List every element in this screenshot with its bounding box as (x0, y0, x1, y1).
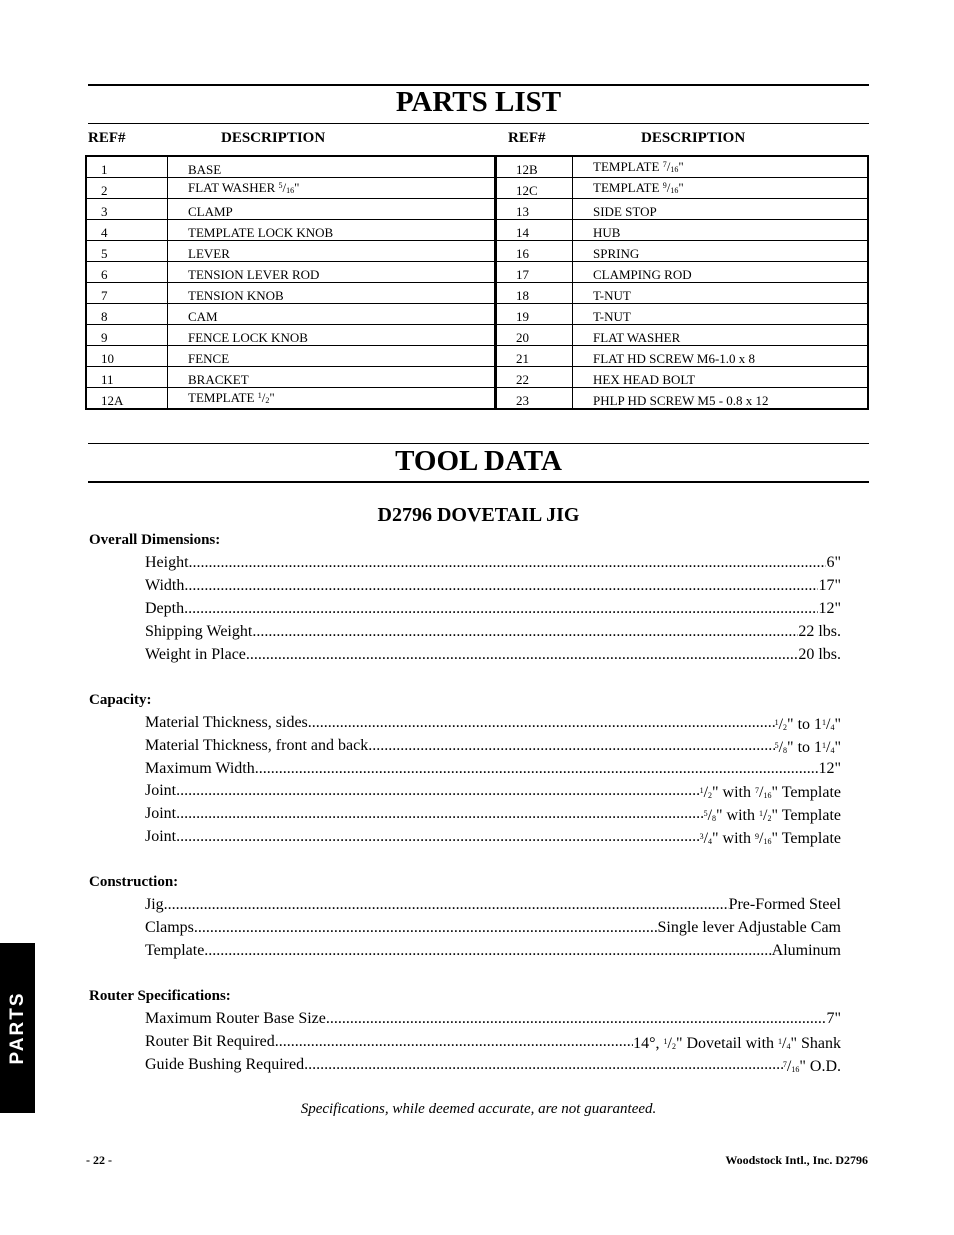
spec-row (145, 917, 841, 939)
part-description: FLAT WASHER (573, 325, 869, 346)
fraction-numerator: 1 (778, 1036, 783, 1046)
part-ref: 11 (86, 367, 168, 388)
parts-row (495, 156, 868, 178)
spec-label: Width (145, 577, 185, 594)
spec-label: Joint (145, 805, 177, 823)
fraction-numerator: 1 (257, 391, 262, 400)
fraction-denominator: 16 (286, 186, 295, 195)
parts-row (86, 241, 496, 262)
spec-value: 20 lbs. (798, 646, 841, 663)
part-description: HUB (573, 220, 869, 241)
part-description: T-NUT (573, 283, 869, 304)
construction-heading: Construction: (89, 874, 179, 890)
part-description: SIDE STOP (573, 199, 869, 220)
part-ref: 6 (86, 262, 168, 283)
spec-value: $^1/_2$" to $1^1/_4$" (774, 716, 841, 733)
spec-value: $^3/_4$" with $^9/_{16}$" Template (699, 830, 841, 847)
spec-label: Clamps (145, 918, 194, 936)
spec-value: $^1/_2$" with $^7/_{16}$" Template (699, 784, 841, 802)
parts-row (495, 304, 868, 325)
fraction-numerator: 5 (703, 809, 708, 819)
spec-label: Maximum Width (145, 759, 255, 777)
fraction-denominator: 2 (708, 791, 713, 801)
fraction-numerator: 7 (782, 1059, 787, 1069)
spec-value: Pre-Formed Steel (728, 896, 841, 913)
dot-leader (164, 894, 729, 916)
spec-label: Material Thickness, front and back (145, 736, 369, 754)
dot-leader (304, 1054, 783, 1076)
dot-leader (246, 644, 798, 666)
part-description: FLAT HD SCREW M6-1.0 x 8 (573, 346, 869, 367)
spec-row (145, 552, 841, 574)
part-description: CLAMP (168, 199, 497, 220)
spec-row (145, 780, 841, 802)
fraction-numerator: 1 (759, 809, 763, 819)
fraction-denominator: 16 (670, 186, 679, 195)
dot-leader (176, 826, 699, 848)
parts-row (86, 304, 496, 325)
dot-leader (194, 917, 658, 939)
spec-value: $^7/_{16}$" O.D. (782, 1057, 841, 1075)
part-ref: 16 (495, 241, 573, 262)
spec-value: 17" (818, 577, 841, 594)
spec-row (145, 712, 841, 734)
part-ref: 12A (86, 388, 168, 410)
spec-value: 12" (818, 600, 841, 617)
parts-row (495, 346, 868, 367)
part-ref: 1 (86, 156, 168, 178)
parts-row (86, 262, 496, 283)
parts-table-left (85, 155, 497, 410)
parts-row (495, 241, 868, 262)
fraction-numerator: 5 (278, 181, 283, 190)
parts-row (86, 346, 496, 367)
parts-title-rule (88, 123, 869, 124)
fraction-denominator: 4 (830, 745, 835, 755)
parts-row (495, 325, 868, 346)
spec-row (145, 1031, 841, 1053)
fraction-denominator: 8 (783, 745, 788, 755)
col-desc-left: DESCRIPTION (221, 130, 326, 146)
parts-row (495, 199, 868, 220)
page-number: - 22 - (86, 1153, 112, 1167)
parts-row (86, 220, 496, 241)
spec-row (145, 735, 841, 757)
part-ref: 23 (495, 388, 573, 410)
tool-data-bottom-rule (88, 481, 869, 483)
spec-label: Material Thickness, sides (145, 714, 308, 731)
spec-label: Height (145, 554, 189, 571)
spec-row (145, 621, 841, 643)
spec-row (145, 1054, 841, 1076)
part-description: FLAT WASHER $^5/_{16}$" (168, 178, 497, 199)
dot-leader (252, 621, 798, 643)
spec-label: Jig (145, 896, 164, 913)
part-ref: 5 (86, 241, 168, 262)
fraction-numerator: 7 (755, 786, 759, 796)
part-description: CLAMPING ROD (573, 262, 869, 283)
fraction-denominator: 2 (767, 814, 772, 824)
part-description: TENSION KNOB (168, 283, 497, 304)
fraction-denominator: 2 (265, 396, 270, 405)
spec-value: 22 lbs. (798, 623, 841, 640)
part-description: LEVER (168, 241, 497, 262)
disclaimer-note: Specifications, while deemed accurate, are not guaranteed. (300, 1101, 657, 1117)
parts-row (495, 283, 868, 304)
part-description: FENCE (168, 346, 497, 367)
spec-row (145, 1008, 841, 1030)
part-description: TENSION LEVER ROD (168, 262, 497, 283)
parts-row (495, 262, 868, 283)
tool-data-title: TOOL DATA (395, 445, 562, 477)
parts-row (495, 367, 868, 388)
tool-data-subtitle: D2796 DOVETAIL JIG (377, 504, 580, 526)
part-ref: 22 (495, 367, 573, 388)
part-description: CAM (168, 304, 497, 325)
part-ref: 19 (495, 304, 573, 325)
part-ref: 4 (86, 220, 168, 241)
fraction-numerator: 3 (699, 832, 704, 841)
parts-row (495, 388, 868, 410)
fraction-denominator: 16 (763, 791, 772, 801)
dot-leader (184, 598, 818, 620)
fraction-denominator: 4 (708, 837, 713, 846)
part-ref: 17 (495, 262, 573, 283)
parts-row (86, 388, 496, 410)
side-tab-label: PARTS (6, 991, 28, 1065)
parts-row (86, 178, 496, 199)
tool-data-top-rule (88, 443, 869, 444)
spec-label: Joint (145, 828, 177, 845)
router-specifications-heading: Router Specifications: (89, 988, 231, 1004)
spec-row (145, 644, 841, 666)
parts-row (86, 325, 496, 346)
fraction-numerator: 1 (663, 1036, 668, 1046)
fraction-numerator: 1 (822, 740, 827, 750)
part-description: TEMPLATE LOCK KNOB (168, 220, 497, 241)
part-ref: 7 (86, 283, 168, 304)
part-ref: 21 (495, 346, 573, 367)
spec-value: 14°, $^1/_2$" Dovetail with $^1/_4$" Shank (633, 1034, 841, 1052)
dot-leader (368, 735, 774, 757)
footer-company: Woodstock Intl., Inc. D2796 (725, 1153, 868, 1167)
part-ref: 18 (495, 283, 573, 304)
parts-row (86, 283, 496, 304)
col-ref-left: REF# (88, 130, 126, 146)
overall-dimensions-heading: Overall Dimensions: (89, 532, 221, 548)
dot-leader (308, 712, 775, 734)
part-description: TEMPLATE $^9/_{16}$" (573, 178, 869, 199)
spec-row (145, 758, 841, 780)
spec-label: Template (145, 941, 205, 959)
fraction-denominator: 16 (763, 837, 772, 846)
spec-label: Maximum Router Base Size (145, 1010, 326, 1027)
spec-label: Weight in Place (145, 646, 246, 663)
part-description: BASE (168, 156, 497, 178)
fraction-numerator: 1 (774, 718, 779, 727)
dot-leader (189, 552, 827, 574)
part-ref: 10 (86, 346, 168, 367)
spec-row (145, 826, 841, 848)
spec-value: Aluminum (771, 941, 841, 959)
spec-row (145, 803, 841, 825)
part-description: TEMPLATE $^7/_{16}$" (573, 156, 869, 178)
parts-row (86, 156, 496, 178)
fraction-numerator: 1 (699, 786, 704, 796)
fraction-numerator: 5 (774, 740, 779, 750)
spec-value: $^5/_8$" to $1^1/_4$" (774, 738, 841, 756)
spec-value: 12" (818, 759, 841, 777)
spec-label: Depth (145, 600, 185, 617)
parts-row (86, 199, 496, 220)
spec-value: Single lever Adjustable Cam (657, 918, 841, 936)
parts-table-right (494, 155, 869, 410)
spec-row (145, 575, 841, 597)
parts-list-title: PARTS LIST (395, 86, 562, 118)
fraction-numerator: 9 (662, 181, 667, 190)
col-desc-right: DESCRIPTION (641, 130, 746, 146)
part-ref: 13 (495, 199, 573, 220)
spec-row (145, 598, 841, 620)
fraction-denominator: 4 (830, 723, 835, 732)
part-ref: 20 (495, 325, 573, 346)
parts-side-tab (0, 943, 35, 1113)
part-description: TEMPLATE $^1/_2$" (168, 388, 497, 410)
spec-row (145, 894, 841, 916)
part-ref: 12B (495, 156, 573, 178)
spec-label: Router Bit Required (145, 1032, 275, 1050)
part-description: T-NUT (573, 304, 869, 325)
fraction-denominator: 8 (712, 814, 717, 824)
part-ref: 2 (86, 178, 168, 199)
dot-leader (204, 940, 771, 962)
dot-leader (275, 1031, 633, 1053)
part-ref: 14 (495, 220, 573, 241)
part-ref: 8 (86, 304, 168, 325)
parts-row (495, 220, 868, 241)
fraction-denominator: 4 (786, 1041, 791, 1051)
parts-row (86, 367, 496, 388)
col-ref-right: REF# (508, 130, 546, 146)
spec-value: 6" (826, 554, 841, 571)
fraction-numerator: 7 (662, 160, 667, 169)
dot-leader (255, 758, 819, 780)
part-description: FENCE LOCK KNOB (168, 325, 497, 346)
spec-value: $^5/_8$" with $^1/_2$" Template (703, 807, 841, 825)
part-description: HEX HEAD BOLT (573, 367, 869, 388)
part-description: PHLP HD SCREW M5 - 0.8 x 12 (573, 388, 869, 410)
spec-value: 7" (826, 1010, 841, 1027)
fraction-numerator: 1 (822, 718, 827, 727)
fraction-denominator: 2 (783, 723, 788, 732)
fraction-denominator: 16 (670, 165, 679, 174)
dot-leader (184, 575, 818, 597)
spec-label: Guide Bushing Required (145, 1055, 305, 1073)
part-description: SPRING (573, 241, 869, 262)
part-ref: 12C (495, 178, 573, 199)
spec-label: Shipping Weight (145, 623, 253, 640)
part-ref: 3 (86, 199, 168, 220)
spec-label: Joint (145, 782, 177, 800)
spec-row (145, 940, 841, 962)
part-description: BRACKET (168, 367, 497, 388)
capacity-heading: Capacity: (89, 692, 152, 708)
parts-row (495, 178, 868, 199)
dot-leader (176, 803, 703, 825)
fraction-denominator: 16 (791, 1064, 800, 1074)
dot-leader (326, 1008, 827, 1030)
dot-leader (176, 780, 699, 802)
fraction-numerator: 9 (755, 832, 759, 841)
part-ref: 9 (86, 325, 168, 346)
fraction-denominator: 2 (671, 1041, 676, 1051)
